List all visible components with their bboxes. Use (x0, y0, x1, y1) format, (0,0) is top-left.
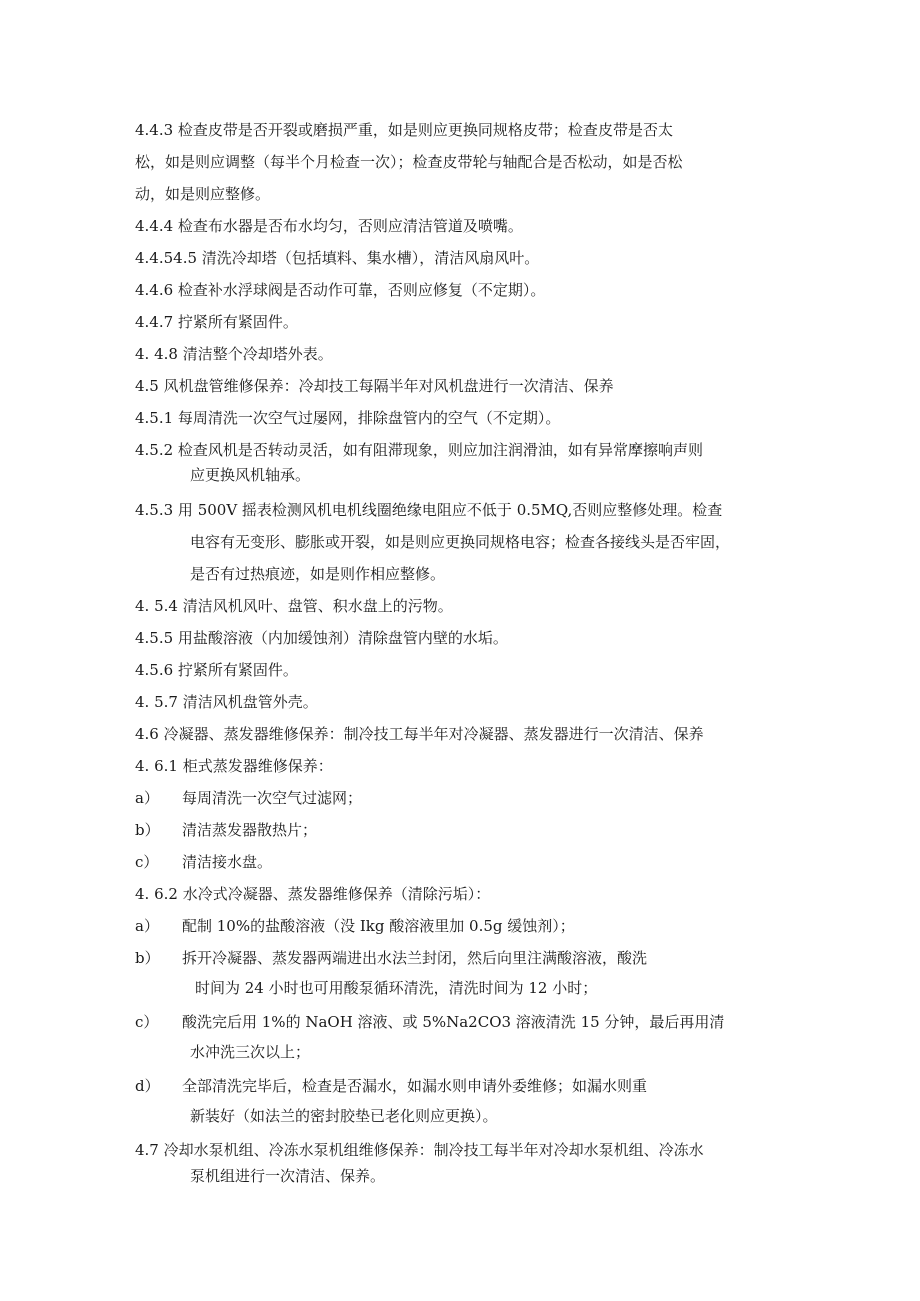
text-line: 动，如是则应整修。 (135, 185, 271, 203)
list-marker: c） (135, 853, 159, 871)
text-line: 4.5.6 拧紧所有紧固件。 (135, 661, 298, 679)
list-marker: a） (135, 917, 159, 935)
list-marker: b） (135, 821, 160, 839)
text-line: 每周清洗一次空气过滤网； (182, 789, 363, 807)
text-line: 4. 6.1 柜式蒸发器维修保养： (135, 757, 333, 775)
text-line: 水冲洗三次以上； (190, 1043, 311, 1061)
list-marker: a） (135, 789, 159, 807)
text-line: 拆开冷凝器、蒸发器两端进出水法兰封闭，然后向里注满酸溶液，酸洗 (182, 949, 648, 967)
text-line: 电容有无变形、膨胀或开裂，如是则应更换同规格电容；检查各接线头是否牢固， (190, 533, 731, 551)
text-line: 4.4.3 检查皮带是否开裂或磨损严重，如是则应更换同规格皮带；检查皮带是否太 (135, 121, 673, 139)
text-line: 泵机组进行一次清洁、保养。 (190, 1167, 386, 1185)
text-line: 时间为 24 小时也可用酸泵循环清洗，清洗时间为 12 小时； (195, 979, 598, 997)
list-marker: b） (135, 949, 160, 967)
text-line: 应更换风机轴承。 (190, 466, 311, 484)
list-marker: d） (135, 1077, 160, 1095)
text-line: 是否有过热痕迹，如是则作相应整修。 (190, 565, 446, 583)
text-line: 松，如是则应调整（每半个月检查一次）；检查皮带轮与轴配合是否松动，如是否松 (135, 153, 683, 171)
text-line: 4.4.4 检查布水器是否布水均匀，否则应清洁管道及喷嘴。 (135, 217, 523, 235)
text-line: 4.5 风机盘管维修保养：冷却技工每隔半年对风机盘进行一次清洁、保养 (135, 377, 614, 395)
text-line: 新装好（如法兰的密封胶垫已老化则应更换）。 (190, 1107, 498, 1125)
text-line: 4. 4.8 清洁整个冷却塔外表。 (135, 345, 333, 363)
text-line: 酸洗完后用 1%的 NaOH 溶液、或 5%Na2CO3 溶液清洗 15 分钟，最后再用清 (182, 1013, 725, 1031)
text-line: 4.5.2 检查风机是否转动灵活，如有阻滞现象，则应加注润滑油，如有异常摩擦响声则 (135, 441, 703, 459)
text-line: 全部清洗完毕后，检查是否漏水，如漏水则申请外委维修；如漏水则重 (182, 1077, 648, 1095)
text-line: 4. 6.2 水冷式冷凝器、蒸发器维修保养（清除污垢）： (135, 885, 491, 903)
text-line: 4.5.5 用盐酸溶液（内加缓蚀剂）清除盘管内壁的水垢。 (135, 629, 508, 647)
list-marker: c） (135, 1013, 159, 1031)
text-line: 4.4.7 拧紧所有紧固件。 (135, 313, 298, 331)
text-line: 4. 5.7 清洁风机盘管外壳。 (135, 693, 318, 711)
text-line: 配制 10%的盐酸溶液（没 Ikg 酸溶液里加 0.5g 缓蚀剂）； (182, 917, 575, 935)
text-line: 4.4.54.5 清洗冷却塔（包括填料、集水槽），清洁风扇风叶。 (135, 249, 540, 267)
text-line: 4.4.6 检查补水浮球阀是否动作可靠，否则应修复（不定期）。 (135, 281, 546, 299)
text-line: 4.5.3 用 500V 摇表检测风机电机线圈绝缘电阻应不低于 0.5MQ,否则应整修处理。检查 (135, 501, 723, 519)
text-line: 4. 5.4 清洁风机风叶、盘管、积水盘上的污物。 (135, 597, 453, 615)
text-line: 4.7 冷却水泵机组、冷冻水泵机组维修保养：制冷技工每半年对冷却水泵机组、冷冻水 (135, 1141, 704, 1159)
text-line: 4.5.1 每周清洗一次空气过屡网，排除盘管内的空气（不定期）。 (135, 409, 561, 427)
text-line: 清洁蒸发器散热片； (182, 821, 318, 839)
text-line: 4.6 冷凝器、蒸发器维修保养：制冷技工每半年对冷凝器、蒸发器进行一次清洁、保养 (135, 725, 704, 743)
text-line: 清洁接水盘。 (182, 853, 273, 871)
